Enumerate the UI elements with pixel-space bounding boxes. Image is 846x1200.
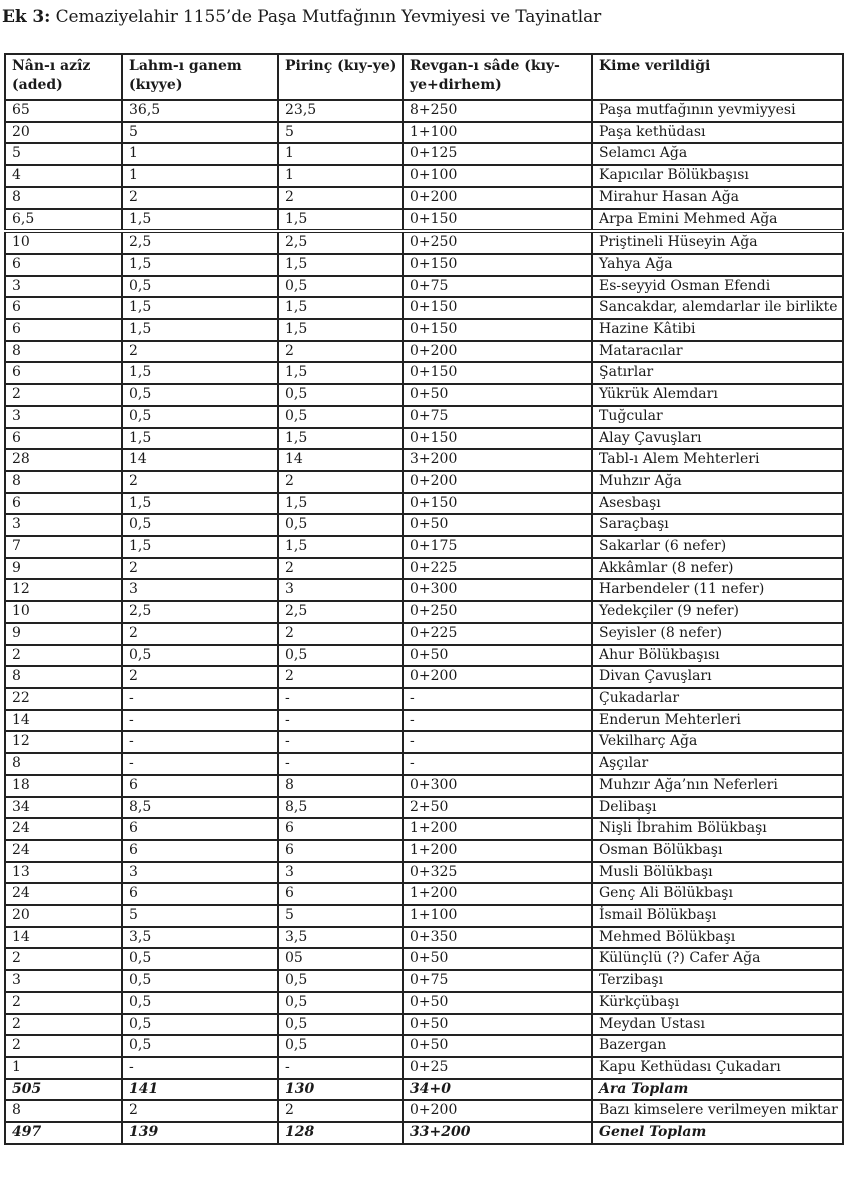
table-row xyxy=(5,840,843,862)
mutton-cell: 6 xyxy=(122,840,278,862)
table-row xyxy=(5,883,843,905)
bread-cell: 3 xyxy=(5,514,122,536)
mutton-cell: 0,5 xyxy=(122,406,278,428)
butter-cell: 0+250 xyxy=(403,231,592,254)
butter-cell: 0+125 xyxy=(403,143,592,165)
rice-cell: 1,5 xyxy=(278,536,403,558)
table-body xyxy=(5,100,843,1144)
table-row xyxy=(5,1100,843,1122)
bread-cell: 12 xyxy=(5,579,122,601)
table-row xyxy=(5,797,843,819)
recipient-cell: Arpa Emini Mehmed Ağa xyxy=(592,209,843,232)
bread-cell: 18 xyxy=(5,775,122,797)
bread-cell: 3 xyxy=(5,970,122,992)
table-row xyxy=(5,862,843,884)
bread-cell: 12 xyxy=(5,731,122,753)
table-row xyxy=(5,688,843,710)
mutton-cell: 1,5 xyxy=(122,319,278,341)
recipient-cell: Ahur Bölükbaşısı xyxy=(592,645,843,667)
rice-cell: 6 xyxy=(278,883,403,905)
mutton-cell: 1,5 xyxy=(122,362,278,384)
mutton-cell: 1 xyxy=(122,165,278,187)
butter-cell: 0+25 xyxy=(403,1057,592,1079)
rice-cell: 2 xyxy=(278,1100,403,1122)
mutton-cell: 0,5 xyxy=(122,1014,278,1036)
recipient-cell: Selamcı Ağa xyxy=(592,143,843,165)
rice-cell: 14 xyxy=(278,449,403,471)
table-row xyxy=(5,143,843,165)
mutton-cell: 5 xyxy=(122,122,278,144)
bread-cell: 10 xyxy=(5,231,122,254)
rice-cell: - xyxy=(278,753,403,775)
butter-cell: 0+50 xyxy=(403,514,592,536)
recipient-cell: Paşa kethüdası xyxy=(592,122,843,144)
butter-cell: 2+50 xyxy=(403,797,592,819)
butter-cell: 0+100 xyxy=(403,165,592,187)
recipient-cell: Hazine Kâtibi xyxy=(592,319,843,341)
header-row xyxy=(5,54,843,100)
rice-cell: 0,5 xyxy=(278,1014,403,1036)
rice-cell: 2 xyxy=(278,187,403,209)
bread-cell: 20 xyxy=(5,905,122,927)
recipient-cell: Yedekçiler (9 nefer) xyxy=(592,601,843,623)
bread-cell: 2 xyxy=(5,645,122,667)
rice-cell: 0,5 xyxy=(278,514,403,536)
table-row xyxy=(5,471,843,493)
recipient-cell: Genç Ali Bölükbaşı xyxy=(592,883,843,905)
mutton-cell: - xyxy=(122,731,278,753)
recipient-cell: Kapıcılar Bölükbaşısı xyxy=(592,165,843,187)
bread-cell: 9 xyxy=(5,623,122,645)
recipient-cell: Enderun Mehterleri xyxy=(592,710,843,732)
bread-cell: 24 xyxy=(5,840,122,862)
bread-cell: 65 xyxy=(5,100,122,122)
bread-cell: 2 xyxy=(5,992,122,1014)
mutton-cell: 0,5 xyxy=(122,948,278,970)
recipient-cell: Alay Çavuşları xyxy=(592,428,843,450)
bread-cell: 8 xyxy=(5,187,122,209)
table-row xyxy=(5,276,843,298)
mutton-cell: - xyxy=(122,1057,278,1079)
rice-cell: 1,5 xyxy=(278,209,403,232)
rice-cell: 128 xyxy=(278,1122,403,1144)
appendix-label: Ek 3: xyxy=(2,7,51,27)
butter-cell: 0+75 xyxy=(403,970,592,992)
butter-cell: 0+50 xyxy=(403,948,592,970)
bread-cell: 6 xyxy=(5,493,122,515)
table-row xyxy=(5,254,843,276)
recipient-cell: Mehmed Bölükbaşı xyxy=(592,927,843,949)
rice-cell: 0,5 xyxy=(278,276,403,298)
rice-cell: 1,5 xyxy=(278,362,403,384)
butter-cell: 0+75 xyxy=(403,406,592,428)
recipient-cell: Seyisler (8 nefer) xyxy=(592,623,843,645)
table-row xyxy=(5,753,843,775)
butter-cell: 0+150 xyxy=(403,319,592,341)
table-row xyxy=(5,165,843,187)
recipient-cell: Nişli İbrahim Bölükbaşı xyxy=(592,818,843,840)
provisions-table xyxy=(4,53,844,1145)
bread-cell: 6,5 xyxy=(5,209,122,232)
bread-cell: 6 xyxy=(5,319,122,341)
recipient-cell: Ara Toplam xyxy=(592,1079,843,1101)
butter-cell: 0+325 xyxy=(403,862,592,884)
table-row xyxy=(5,1057,843,1079)
bread-cell: 3 xyxy=(5,276,122,298)
rice-cell: - xyxy=(278,731,403,753)
bread-cell: 24 xyxy=(5,883,122,905)
recipient-cell: Sakarlar (6 nefer) xyxy=(592,536,843,558)
recipient-cell: Musli Bölükbaşı xyxy=(592,862,843,884)
butter-cell: 34+0 xyxy=(403,1079,592,1101)
bread-cell: 34 xyxy=(5,797,122,819)
title-text: Cemaziyelahir 1155’de Paşa Mutfağının Yevmiyesi ve Tayinatlar xyxy=(55,7,602,27)
table-row xyxy=(5,297,843,319)
rice-cell: 1 xyxy=(278,143,403,165)
butter-cell: 0+50 xyxy=(403,645,592,667)
recipient-cell: Vekilharç Ağa xyxy=(592,731,843,753)
mutton-cell: - xyxy=(122,753,278,775)
col-header-recipient: Kime verildiği xyxy=(592,54,843,100)
mutton-cell: 2 xyxy=(122,471,278,493)
table-row xyxy=(5,536,843,558)
bread-cell: 2 xyxy=(5,1014,122,1036)
butter-cell: 1+200 xyxy=(403,818,592,840)
mutton-cell: 2 xyxy=(122,187,278,209)
recipient-cell: Tuğcular xyxy=(592,406,843,428)
bread-cell: 8 xyxy=(5,1100,122,1122)
table-row xyxy=(5,927,843,949)
table-row xyxy=(5,122,843,144)
mutton-cell: 0,5 xyxy=(122,970,278,992)
butter-cell: 0+50 xyxy=(403,1035,592,1057)
rice-cell: 6 xyxy=(278,818,403,840)
butter-cell: 33+200 xyxy=(403,1122,592,1144)
bread-cell: 6 xyxy=(5,428,122,450)
bread-cell: 8 xyxy=(5,753,122,775)
bread-cell: 13 xyxy=(5,862,122,884)
table-row xyxy=(5,1079,843,1101)
recipient-cell: Genel Toplam xyxy=(592,1122,843,1144)
recipient-cell: Şatırlar xyxy=(592,362,843,384)
recipient-cell: Kapu Kethüdası Çukadarı xyxy=(592,1057,843,1079)
rice-cell: 2 xyxy=(278,623,403,645)
table-row xyxy=(5,731,843,753)
rice-cell: 3 xyxy=(278,579,403,601)
recipient-cell: Es-seyyid Osman Efendi xyxy=(592,276,843,298)
rice-cell: 0,5 xyxy=(278,384,403,406)
rice-cell: 23,5 xyxy=(278,100,403,122)
table-row xyxy=(5,187,843,209)
recipient-cell: Muhzır Ağa xyxy=(592,471,843,493)
table-row xyxy=(5,558,843,580)
bread-cell: 6 xyxy=(5,254,122,276)
bread-cell: 5 xyxy=(5,143,122,165)
rice-cell: 5 xyxy=(278,905,403,927)
butter-cell: 0+50 xyxy=(403,1014,592,1036)
recipient-cell: Divan Çavuşları xyxy=(592,666,843,688)
rice-cell: 8,5 xyxy=(278,797,403,819)
bread-cell: 14 xyxy=(5,927,122,949)
table-row xyxy=(5,100,843,122)
butter-cell: 0+150 xyxy=(403,209,592,232)
bread-cell: 22 xyxy=(5,688,122,710)
rice-cell: - xyxy=(278,710,403,732)
recipient-cell: Muhzır Ağa’nın Neferleri xyxy=(592,775,843,797)
butter-cell: 0+150 xyxy=(403,254,592,276)
rice-cell: 0,5 xyxy=(278,970,403,992)
bread-cell: 28 xyxy=(5,449,122,471)
rice-cell: 2 xyxy=(278,666,403,688)
bread-cell: 24 xyxy=(5,818,122,840)
recipient-cell: Priştineli Hüseyin Ağa xyxy=(592,231,843,254)
recipient-cell: Harbendeler (11 nefer) xyxy=(592,579,843,601)
mutton-cell: 1,5 xyxy=(122,254,278,276)
recipient-cell: Asesbaşı xyxy=(592,493,843,515)
bread-cell: 7 xyxy=(5,536,122,558)
recipient-cell: Delibaşı xyxy=(592,797,843,819)
rice-cell: 6 xyxy=(278,840,403,862)
mutton-cell: 2 xyxy=(122,558,278,580)
bread-cell: 20 xyxy=(5,122,122,144)
mutton-cell: 1 xyxy=(122,143,278,165)
rice-cell: 2,5 xyxy=(278,601,403,623)
rice-cell: - xyxy=(278,1057,403,1079)
butter-cell: 8+250 xyxy=(403,100,592,122)
rice-cell: 5 xyxy=(278,122,403,144)
mutton-cell: 0,5 xyxy=(122,645,278,667)
recipient-cell: Paşa mutfağının yevmiyyesi xyxy=(592,100,843,122)
table-row xyxy=(5,775,843,797)
recipient-cell: Tabl-ı Alem Mehterleri xyxy=(592,449,843,471)
recipient-cell: İsmail Bölükbaşı xyxy=(592,905,843,927)
butter-cell: 1+100 xyxy=(403,122,592,144)
table-row xyxy=(5,406,843,428)
recipient-cell: Sancakdar, alemdarlar ile birlikte xyxy=(592,297,843,319)
butter-cell: 0+350 xyxy=(403,927,592,949)
mutton-cell: 1,5 xyxy=(122,536,278,558)
butter-cell: 0+300 xyxy=(403,579,592,601)
table-row xyxy=(5,666,843,688)
col-header-butter: Revgan-ı sâde (kıy-ye+dirhem) xyxy=(403,54,592,100)
recipient-cell: Mataracılar xyxy=(592,341,843,363)
butter-cell: 0+150 xyxy=(403,428,592,450)
table-row xyxy=(5,579,843,601)
mutton-cell: 2 xyxy=(122,623,278,645)
bread-cell: 8 xyxy=(5,341,122,363)
rice-cell: 1,5 xyxy=(278,319,403,341)
bread-cell: 3 xyxy=(5,406,122,428)
table-row xyxy=(5,1014,843,1036)
butter-cell: 1+100 xyxy=(403,905,592,927)
mutton-cell: 1,5 xyxy=(122,209,278,232)
bread-cell: 2 xyxy=(5,1035,122,1057)
table-row xyxy=(5,970,843,992)
mutton-cell: 1,5 xyxy=(122,297,278,319)
recipient-cell: Çukadarlar xyxy=(592,688,843,710)
mutton-cell: 1,5 xyxy=(122,428,278,450)
butter-cell: 3+200 xyxy=(403,449,592,471)
table-row xyxy=(5,601,843,623)
rice-cell: 0,5 xyxy=(278,406,403,428)
bread-cell: 9 xyxy=(5,558,122,580)
butter-cell: 0+175 xyxy=(403,536,592,558)
mutton-cell: 3,5 xyxy=(122,927,278,949)
recipient-cell: Mirahur Hasan Ağa xyxy=(592,187,843,209)
bread-cell: 1 xyxy=(5,1057,122,1079)
table-row xyxy=(5,645,843,667)
recipient-cell: Külünçlü (?) Cafer Ağa xyxy=(592,948,843,970)
rice-cell: 1,5 xyxy=(278,254,403,276)
mutton-cell: 0,5 xyxy=(122,1035,278,1057)
col-header-mutton: Lahm-ı ganem (kıyye) xyxy=(122,54,278,100)
rice-cell: 05 xyxy=(278,948,403,970)
table-row xyxy=(5,384,843,406)
mutton-cell: 14 xyxy=(122,449,278,471)
butter-cell: 0+200 xyxy=(403,666,592,688)
rice-cell: 0,5 xyxy=(278,992,403,1014)
butter-cell: - xyxy=(403,731,592,753)
table-row xyxy=(5,514,843,536)
table-row xyxy=(5,992,843,1014)
butter-cell: 0+225 xyxy=(403,558,592,580)
mutton-cell: 139 xyxy=(122,1122,278,1144)
mutton-cell: 0,5 xyxy=(122,514,278,536)
mutton-cell: 141 xyxy=(122,1079,278,1101)
butter-cell: 0+250 xyxy=(403,601,592,623)
bread-cell: 8 xyxy=(5,471,122,493)
rice-cell: 130 xyxy=(278,1079,403,1101)
mutton-cell: 3 xyxy=(122,579,278,601)
butter-cell: 0+200 xyxy=(403,1100,592,1122)
recipient-cell: Saraçbaşı xyxy=(592,514,843,536)
page-title xyxy=(2,7,601,27)
rice-cell: - xyxy=(278,688,403,710)
table-row xyxy=(5,493,843,515)
recipient-cell: Akkâmlar (8 nefer) xyxy=(592,558,843,580)
table-row xyxy=(5,905,843,927)
recipient-cell: Yahya Ağa xyxy=(592,254,843,276)
butter-cell: 1+200 xyxy=(403,883,592,905)
butter-cell: 0+200 xyxy=(403,471,592,493)
table-row xyxy=(5,209,843,232)
table-row xyxy=(5,818,843,840)
recipient-cell: Bazı kimselere verilmeyen miktar xyxy=(592,1100,843,1122)
recipient-cell: Yükrük Alemdarı xyxy=(592,384,843,406)
table-row xyxy=(5,449,843,471)
mutton-cell: 2,5 xyxy=(122,231,278,254)
bread-cell: 2 xyxy=(5,384,122,406)
mutton-cell: 5 xyxy=(122,905,278,927)
bread-cell: 10 xyxy=(5,601,122,623)
butter-cell: - xyxy=(403,688,592,710)
butter-cell: 0+150 xyxy=(403,362,592,384)
bread-cell: 14 xyxy=(5,710,122,732)
rice-cell: 2 xyxy=(278,558,403,580)
butter-cell: 0+200 xyxy=(403,341,592,363)
mutton-cell: 1,5 xyxy=(122,493,278,515)
table-row xyxy=(5,231,843,254)
mutton-cell: - xyxy=(122,710,278,732)
rice-cell: 1,5 xyxy=(278,493,403,515)
bread-cell: 497 xyxy=(5,1122,122,1144)
recipient-cell: Aşçılar xyxy=(592,753,843,775)
mutton-cell: 6 xyxy=(122,883,278,905)
butter-cell: 0+50 xyxy=(403,992,592,1014)
bread-cell: 2 xyxy=(5,948,122,970)
rice-cell: 1 xyxy=(278,165,403,187)
butter-cell: 0+150 xyxy=(403,297,592,319)
mutton-cell: 36,5 xyxy=(122,100,278,122)
butter-cell: 0+75 xyxy=(403,276,592,298)
table-row xyxy=(5,319,843,341)
table-row xyxy=(5,1122,843,1144)
rice-cell: 3,5 xyxy=(278,927,403,949)
mutton-cell: 2,5 xyxy=(122,601,278,623)
mutton-cell: 2 xyxy=(122,1100,278,1122)
rice-cell: 0,5 xyxy=(278,1035,403,1057)
mutton-cell: - xyxy=(122,688,278,710)
table-row xyxy=(5,1035,843,1057)
butter-cell: 0+200 xyxy=(403,187,592,209)
butter-cell: 1+200 xyxy=(403,840,592,862)
butter-cell: 0+50 xyxy=(403,384,592,406)
recipient-cell: Terzibaşı xyxy=(592,970,843,992)
mutton-cell: 8,5 xyxy=(122,797,278,819)
bread-cell: 505 xyxy=(5,1079,122,1101)
mutton-cell: 0,5 xyxy=(122,384,278,406)
butter-cell: 0+225 xyxy=(403,623,592,645)
rice-cell: 2,5 xyxy=(278,231,403,254)
table-row xyxy=(5,710,843,732)
bread-cell: 6 xyxy=(5,297,122,319)
rice-cell: 8 xyxy=(278,775,403,797)
recipient-cell: Kürkçübaşı xyxy=(592,992,843,1014)
table-row xyxy=(5,428,843,450)
butter-cell: 0+300 xyxy=(403,775,592,797)
table-row xyxy=(5,341,843,363)
mutton-cell: 0,5 xyxy=(122,992,278,1014)
mutton-cell: 0,5 xyxy=(122,276,278,298)
mutton-cell: 6 xyxy=(122,818,278,840)
col-header-bread: Nân-ı azîz (aded) xyxy=(5,54,122,100)
rice-cell: 1,5 xyxy=(278,297,403,319)
rice-cell: 1,5 xyxy=(278,428,403,450)
table-row xyxy=(5,623,843,645)
rice-cell: 3 xyxy=(278,862,403,884)
bread-cell: 4 xyxy=(5,165,122,187)
table-row xyxy=(5,362,843,384)
mutton-cell: 6 xyxy=(122,775,278,797)
table-row xyxy=(5,948,843,970)
bread-cell: 8 xyxy=(5,666,122,688)
recipient-cell: Meydan Ustası xyxy=(592,1014,843,1036)
mutton-cell: 3 xyxy=(122,862,278,884)
recipient-cell: Bazergan xyxy=(592,1035,843,1057)
mutton-cell: 2 xyxy=(122,341,278,363)
rice-cell: 2 xyxy=(278,471,403,493)
bread-cell: 6 xyxy=(5,362,122,384)
butter-cell: - xyxy=(403,753,592,775)
col-header-rice: Pirinç (kıy-ye) xyxy=(278,54,403,100)
recipient-cell: Osman Bölükbaşı xyxy=(592,840,843,862)
mutton-cell: 2 xyxy=(122,666,278,688)
butter-cell: - xyxy=(403,710,592,732)
butter-cell: 0+150 xyxy=(403,493,592,515)
rice-cell: 0,5 xyxy=(278,645,403,667)
rice-cell: 2 xyxy=(278,341,403,363)
